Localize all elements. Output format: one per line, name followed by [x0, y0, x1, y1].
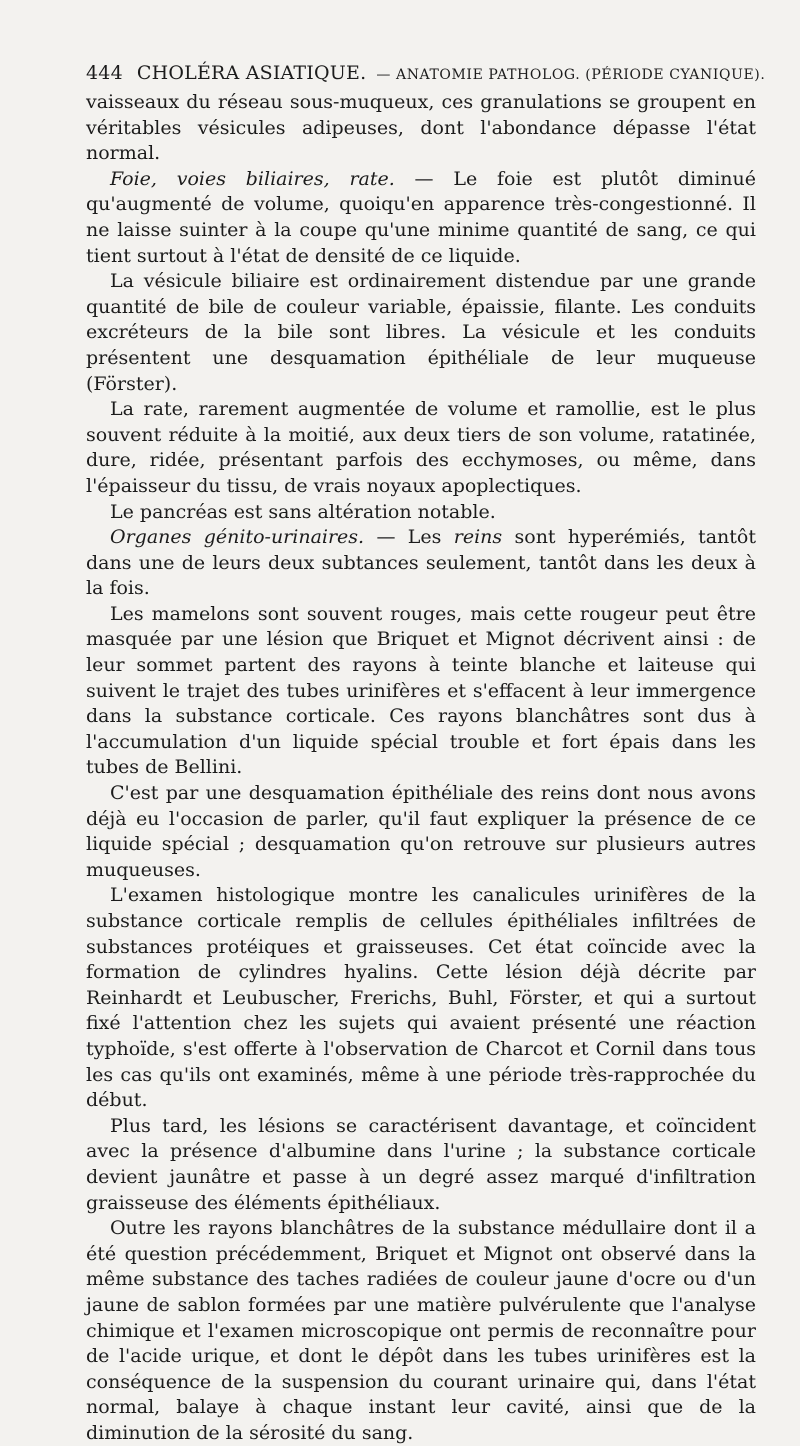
page-number: 444 [86, 62, 123, 84]
running-header [86, 62, 766, 84]
paragraph: Le pancréas est sans altération notable. [110, 500, 496, 523]
running-subtitle: — ANATOMIE PATHOLOG. (PÉRIODE CYANIQUE). [376, 67, 766, 83]
paragraph: C'est par une desquamation épithéliale des reins dont nous avons déjà eu l'occasion de parler, qu'il faut expliquer la présence de ce liquide spécial ; desquamation qu'on retrouve sur plusieurs autres muqueuses. [86, 782, 756, 881]
paragraph: L'examen histologique montre les canalicules urinifères de la substance corticale remplis de cellules épithéliales infiltrées de substances protéiques et graisseuses. Cet état coïncide avec la formation de cylindres hyalins. Cette lésion déjà décrite par Reinhardt et Leubuscher, Frerichs, Buhl, Förster, et qui a surtout fixé l'attention chez les sujets qui avaient présenté une réaction typhoïde, s'est offerte à l'observation de Charcot et Cornil dans tous les cas qu'ils ont examinés, même à une période très-rapprochée du début. [86, 884, 756, 1112]
paragraph: Foie, voies biliaires, rate. — Le foie est plutôt diminué qu'augmenté de volume, quoiqu'en apparence très-congestionné. Il ne laisse suinter à la coupe qu'une minime quantité de sang, ce qui tient surtout à l'état de densité de ce liquide. [86, 167, 756, 267]
section-heading: Foie, voies biliaires, rate. [110, 167, 395, 190]
paragraph: Outre les rayons blanchâtres de la substance médullaire dont il a été question précédemment, Briquet et Mignot ont observé dans la même substance des taches radiées de couleur jaune d'ocre ou d'un jaune de sablon formées par une matière pulvérulente que l'analyse chimique et l'examen microscopique ont permis de reconnaître pour de l'acide urique, et dont le dépôt dans les tubes urinifères est la conséquence de la suspension du courant urinaire qui, dans l'état normal, balaye à chaque instant leur cavité, ainsi que de la diminution de la sérosité du sang. [86, 1217, 756, 1444]
paragraph: Organes génito-urinaires. — Les reins sont hyperémiés, tantôt dans une de leurs deux subtances seulement, tantôt dans les deux à la fois. [86, 526, 757, 600]
paragraph: vaisseaux du réseau sous-muqueux, ces granulations se groupent en véritables vésicules adipeuses, dont l'abondance dépasse l'état normal. [86, 91, 756, 165]
paragraph: Plus tard, les lésions se caractérisent davantage, et coïncident avec la présence d'albumine dans l'urine ; la substance corticale devient jaunâtre et passe à un degré assez marqué d'infiltration graisseuse des éléments épithéliaux. [86, 1114, 756, 1214]
page-body [86, 90, 756, 1446]
paragraph: La vésicule biliaire est ordinairement distendue par une grande quantité de bile de couleur variable, épaissie, filante. Les conduits excréteurs de la bile sont libres. La vésicule et les conduits présentent une desquamation épithéliale de leur muqueuse (Förster). [86, 270, 756, 395]
paragraph: Les mamelons sont souvent rouges, mais cette rougeur peut être masquée par une lésion que Briquet et Mignot décrivent ainsi : de leur sommet partent des rayons à teinte blanche et laiteuse qui suivent le trajet des tubes urinifères et s'effacent à leur immergence dans la substance corticale. Ces rayons blanchâtres sont dus à l'accumulation d'un liquide spécial trouble et fort épais dans les tubes de Bellini. [86, 602, 756, 779]
section-heading: Organes génito-urinaires. [110, 526, 365, 549]
paragraph: La rate, rarement augmentée de volume et ramollie, est le plus souvent réduite à la moitié, aux deux tiers de son volume, ratatinée, dure, ridée, présentant parfois des ecchymoses, ou même, dans l'épaisseur du tissu, de vrais noyaux apoplectiques. [86, 398, 756, 497]
running-title: CHOLÉRA ASIATIQUE. [136, 62, 367, 84]
